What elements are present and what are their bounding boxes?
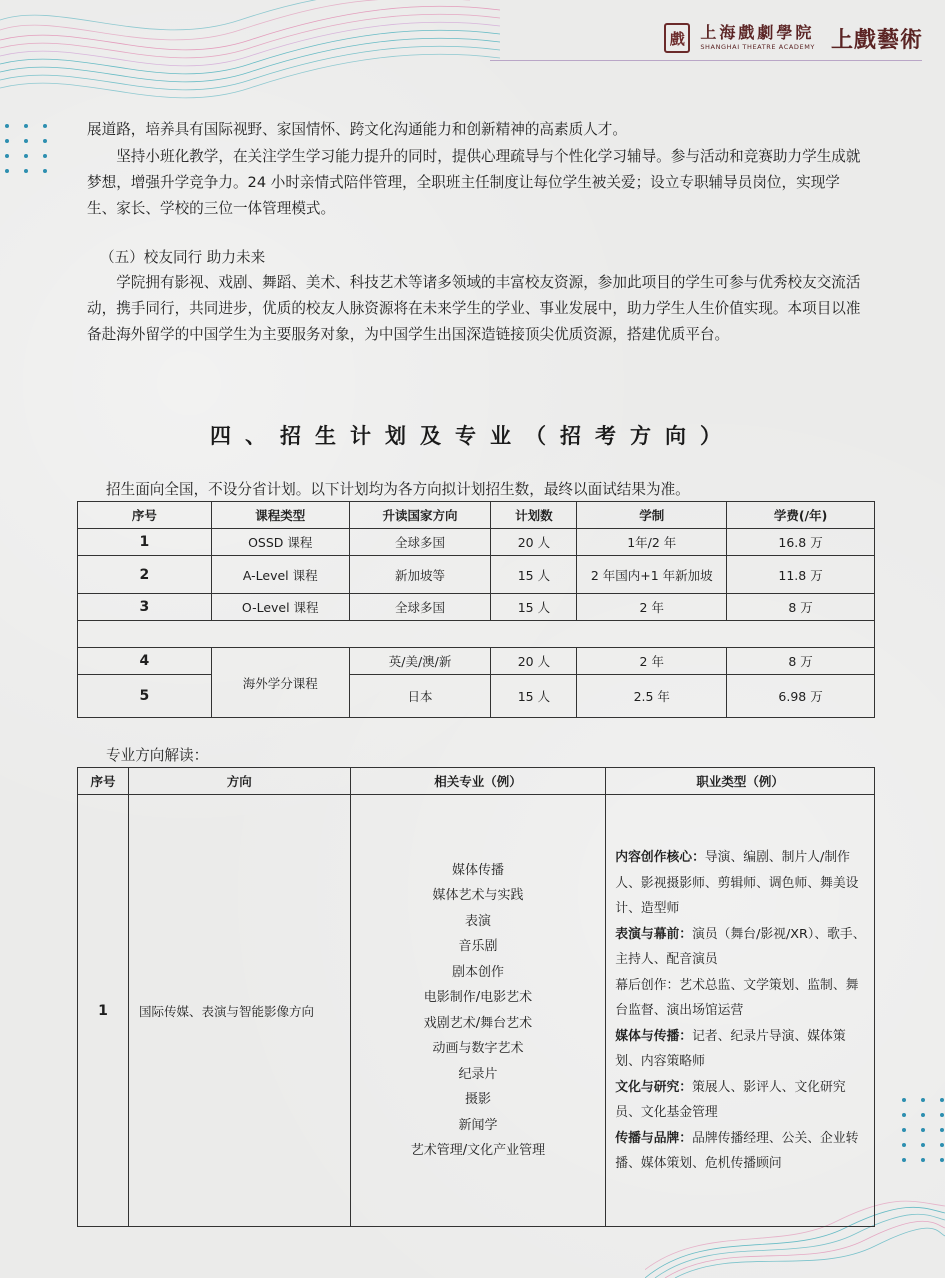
dots-decoration-left xyxy=(5,124,49,173)
row-number: 3 xyxy=(78,594,212,621)
list-item: 动画与数字艺术 xyxy=(432,1041,524,1056)
majors-intro: 专业方向解读： xyxy=(106,747,209,764)
career-item xyxy=(615,973,866,1024)
career-types xyxy=(606,795,875,1227)
column-header: 序号 xyxy=(78,768,129,795)
career-label: 媒体与传播： xyxy=(615,1028,693,1044)
row-number: 1 xyxy=(78,795,129,1227)
column-header: 学费(/年) xyxy=(727,502,875,529)
country-direction: 全球多国 xyxy=(349,594,491,621)
table-row xyxy=(78,795,875,1227)
column-header: 升读国家方向 xyxy=(349,502,491,529)
column-header: 职业类型（例） xyxy=(606,768,875,795)
duration: 1年/2 年 xyxy=(577,529,727,556)
course-type: O-Level 课程 xyxy=(211,594,349,621)
tuition-fee: 6.98 万 xyxy=(727,675,875,718)
row-number: 5 xyxy=(78,675,212,718)
table-header-row xyxy=(78,768,875,795)
duration: 2 年 xyxy=(577,648,727,675)
list-item: 摄影 xyxy=(464,1092,491,1107)
tuition-fee: 8 万 xyxy=(727,648,875,675)
list-item: 媒体传播 xyxy=(451,862,504,878)
course-type: A-Level 课程 xyxy=(211,556,349,594)
row-number: 2 xyxy=(78,556,212,594)
career-label: 内容创作核心： xyxy=(615,850,705,865)
list-item: 音乐剧 xyxy=(458,939,498,954)
career-item xyxy=(615,1126,866,1177)
plan-count: 15 人 xyxy=(491,675,577,718)
duration: 2 年国内+1 年新加坡 xyxy=(577,556,727,594)
academy-name-cn: 上海戲劇學院 xyxy=(700,23,815,43)
row-number: 4 xyxy=(78,648,212,675)
career-text: 幕后创作：艺术总监、文学策划、监制、舞台监督、演出场馆运营 xyxy=(615,977,859,1018)
tuition-fee: 16.8 万 xyxy=(727,529,875,556)
section-4-intro: 招生面向全国，不设分省计划。以下计划均为各方向拟计划招生数，最终以面试结果为准。 xyxy=(106,481,690,498)
enrollment-plan-table xyxy=(77,501,875,718)
paragraph-1: 展道路，培养具有国际视野、家国情怀、跨文化沟通能力和创新精神的高素质人才。 xyxy=(87,121,627,138)
plan-count: 15 人 xyxy=(491,556,577,594)
related-majors xyxy=(350,795,606,1227)
plan-count: 20 人 xyxy=(491,648,577,675)
list-item: 表演 xyxy=(464,913,491,929)
academy-seal-logo: 戲 xyxy=(664,23,690,53)
column-header: 相关专业（例） xyxy=(350,768,606,795)
column-header: 方向 xyxy=(128,768,350,795)
table-spacer-row xyxy=(78,621,875,648)
column-header: 课程类型 xyxy=(211,502,349,529)
paragraph-3: 学院拥有影视、戏剧、舞蹈、美术、科技艺术等诸多领域的丰富校友资源，参加此项目的学生可参与优秀校友交流活动，携手同行，共同进步，优质的校友人脉资源将在未来学生的学业、事业发展中，助力学生人生价值实现。本项目以准备赴海外留学的中国学生为主要服务对象，为中国学生出国深造链接顶尖优质资源，搭建优质平台。 xyxy=(87,274,861,343)
career-text: 记者、纪录片导演、媒体策划、内容策略师 xyxy=(615,1028,846,1069)
course-type: OSSD 课程 xyxy=(211,529,349,556)
table-header-row xyxy=(78,502,875,529)
career-text: 策展人、影评人、文化研究员、文化基金管理 xyxy=(615,1079,846,1120)
plan-count: 15 人 xyxy=(491,594,577,621)
list-item: 戏剧艺术/舞台艺术 xyxy=(423,1015,533,1031)
career-text: 品牌传播经理、公关、企业转播、媒体策划、危机传播顾问 xyxy=(615,1130,859,1171)
tuition-fee: 11.8 万 xyxy=(727,556,875,594)
section-4-title: 四、招生计划及专业（招考方向） xyxy=(210,424,735,448)
country-direction: 英/美/澳/新 xyxy=(349,648,491,675)
country-direction: 新加坡等 xyxy=(349,556,491,594)
course-type: 海外学分课程 xyxy=(211,648,349,718)
academy-name-en: SHANGHAI THEATRE ACADEMY xyxy=(700,43,815,52)
table-row xyxy=(78,556,875,594)
career-item xyxy=(615,922,866,973)
academy-name xyxy=(700,25,815,51)
duration: 2 年 xyxy=(577,594,727,621)
career-text: 导演、编剧、制片人/制作人、影视摄影师、剪辑师、调色师、舞美设计、造型师 xyxy=(615,850,859,916)
empty-cell xyxy=(78,621,875,648)
majors-table xyxy=(77,767,875,1227)
duration: 2.5 年 xyxy=(577,675,727,718)
country-direction: 全球多国 xyxy=(349,529,491,556)
academy-header xyxy=(664,18,923,58)
list-item: 媒体艺术与实践 xyxy=(432,888,524,903)
list-item: 新闻学 xyxy=(458,1117,498,1133)
career-item xyxy=(615,845,866,922)
table-row xyxy=(78,675,875,718)
career-label: 表演与幕前： xyxy=(615,926,693,942)
column-header: 序号 xyxy=(78,502,212,529)
section-5-heading: （五）校友同行 助力未来 xyxy=(100,249,266,266)
career-text: 演员（舞台/影视/XR）、歌手、主持人、配音演员 xyxy=(615,926,866,967)
tuition-fee: 8 万 xyxy=(727,594,875,621)
paragraph-2: 坚持小班化教学，在关注学生学习能力提升的同时，提供心理疏导与个性化学习辅导。参与活动和竞赛助力学生成就梦想，增强升学竞争力。24 小时亲情式陪伴管理，全职班主任制度让每位学生被关爱；设立专职辅导员岗位，实现学生、家长、学校的三位一体管理模式。 xyxy=(87,148,861,217)
plan-count: 20 人 xyxy=(491,529,577,556)
list-item: 纪录片 xyxy=(458,1066,498,1082)
country-direction: 日本 xyxy=(349,675,491,718)
list-item: 艺术管理/文化产业管理 xyxy=(410,1143,546,1158)
table-row xyxy=(78,529,875,556)
header-divider xyxy=(490,60,922,61)
column-header: 学制 xyxy=(577,502,727,529)
career-label: 文化与研究： xyxy=(615,1079,693,1095)
career-item xyxy=(615,1075,866,1126)
list-item: 剧本创作 xyxy=(451,964,504,980)
row-number: 1 xyxy=(78,529,212,556)
table-row xyxy=(78,594,875,621)
dots-decoration-right xyxy=(902,1098,945,1162)
list-item: 电影制作/电影艺术 xyxy=(423,990,533,1005)
career-label: 传播与品牌： xyxy=(615,1130,693,1146)
column-header: 计划数 xyxy=(491,502,577,529)
direction: 国际传媒、表演与智能影像方向 xyxy=(128,795,350,1227)
art-logo: 上戲藝術 xyxy=(830,26,923,53)
career-item xyxy=(615,1024,866,1075)
table-row xyxy=(78,648,875,675)
